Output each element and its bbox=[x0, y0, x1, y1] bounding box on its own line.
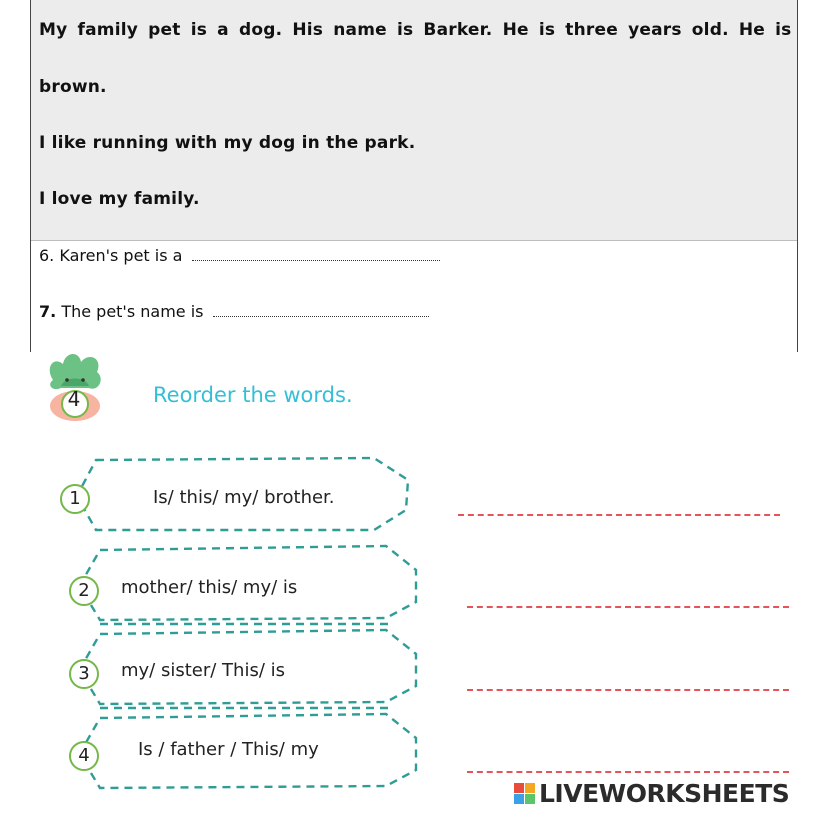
reading-passage bbox=[30, 0, 798, 352]
item-1-text: Is/ this/ my/ brother. bbox=[153, 487, 335, 508]
item-3-text: my/ sister/ This/ is bbox=[121, 660, 285, 681]
question-7-number: 7. bbox=[39, 302, 57, 321]
question-6 bbox=[39, 246, 440, 265]
logo-square-3 bbox=[514, 794, 524, 804]
item-3-answer-line[interactable] bbox=[467, 689, 789, 691]
section-number-badge: 4 bbox=[67, 387, 81, 411]
passage-line-3: I like running with my dog in the park. bbox=[39, 133, 416, 153]
question-7-answer-blank[interactable] bbox=[213, 304, 429, 317]
passage-line-2: brown. bbox=[39, 77, 107, 97]
passage-line-1: My family pet is a dog. His name is Barker. He is three years old. He is bbox=[39, 20, 792, 40]
logo-square-1 bbox=[514, 783, 524, 793]
item-1-answer-line[interactable] bbox=[458, 514, 780, 516]
item-2-number: 2 bbox=[69, 576, 99, 606]
liveworksheets-watermark bbox=[514, 778, 789, 808]
liveworksheets-logo-icon bbox=[514, 783, 535, 804]
item-1-number: 1 bbox=[60, 484, 90, 514]
item-3-number: 3 bbox=[69, 659, 99, 689]
item-2-answer-line[interactable] bbox=[467, 606, 789, 608]
item-4-number: 4 bbox=[69, 741, 99, 771]
logo-square-2 bbox=[525, 783, 535, 793]
section-title: Reorder the words. bbox=[153, 383, 353, 407]
item-4-text: Is / father / This/ my bbox=[138, 739, 319, 760]
watermark-text: LIVEWORKSHEETS bbox=[539, 778, 790, 808]
logo-square-4 bbox=[525, 794, 535, 804]
item-2-text: mother/ this/ my/ is bbox=[121, 577, 298, 598]
question-6-text: Karen's pet is a bbox=[59, 246, 183, 265]
question-7 bbox=[39, 302, 429, 321]
question-6-answer-blank[interactable] bbox=[192, 248, 440, 261]
passage-line-4: I love my family. bbox=[39, 189, 200, 209]
item-4-answer-line[interactable] bbox=[467, 771, 789, 773]
question-6-number: 6. bbox=[39, 246, 55, 265]
question-7-text: The pet's name is bbox=[61, 302, 204, 321]
